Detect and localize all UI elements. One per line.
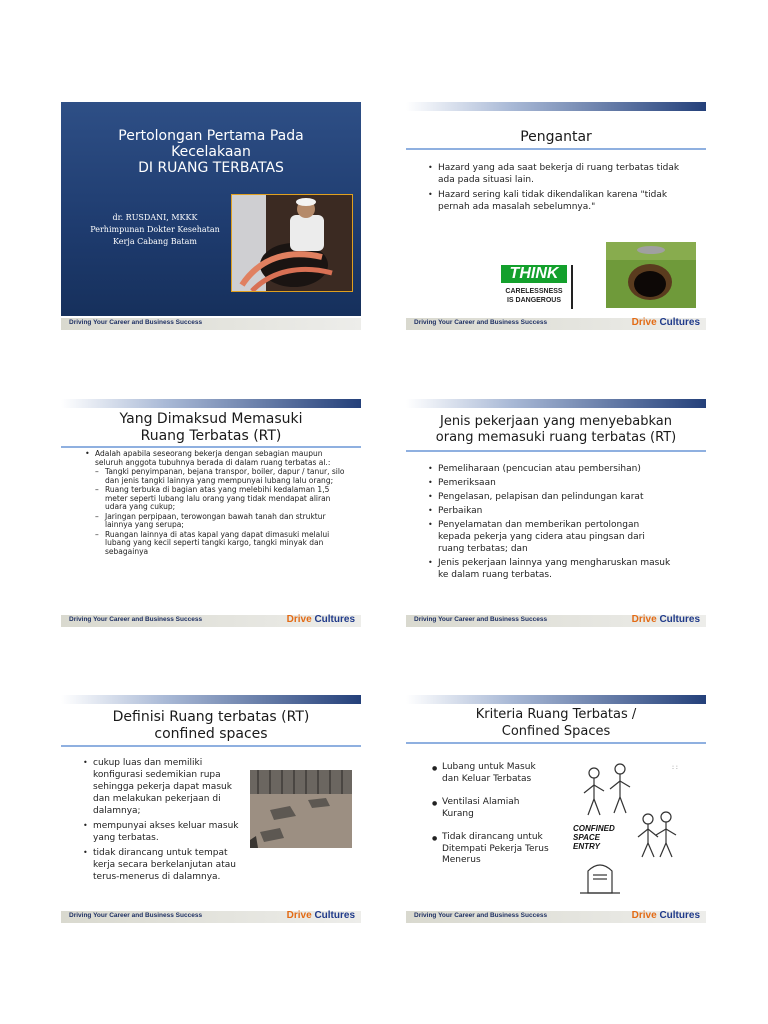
list-item: • Jenis pekerjaan lainnya yang mengharuskan masuk ke dalam ruang terbatas. [426,557,688,581]
slide-4-title: Jenis pekerjaan yang menyebabkan orang memasuki ruang terbatas (RT) [435,414,677,445]
slide-footer: Driving Your Career and Business Success Drive Cultures [406,911,706,923]
slide-footer: Driving Your Career and Business Success Drive Cultures [406,615,706,627]
svg-text:: :: : : [672,764,678,771]
slide-5-title: Definisi Ruang terbatas (RT) confined spaces [112,709,310,742]
list-item: • cukup luas dan memiliki konfigurasi sedemikian rupa sehingga pekerja dapat masuk dan melakukan pekerjaan di dalamnya; [81,757,239,817]
list-item: • mempunyai akses keluar masuk yang terbatas. [81,820,239,844]
list-item: • Adalah apabila seseorang bekerja dengan sebagian maupun seluruh anggota tubuhnya berada di dalam ruang terbatas al.: – Tangki penyimpanan, bejana transpor, boiler, dapur / tanur, silo dan jenis tangki lainnya yang mempunyai lubang lalu orang; – Ruang terbuka di bagian atas yang melebihi kedalaman 1,5 meter seperti lubang lalu orang yang tidak mendapat aliran udara yang cukup; – Jaringan perpipaan, terowongan bawah tanah dan struktur lainnya yang serupa; – Ruangan lainnya di atas kapal yang dapat dimasuki melalui lubang yang kecil seperti tangki kargo, tangki minyak dan sebagainya [83,450,345,556]
slide-footer: Driving Your Career and Business Success Drive Cultures [406,318,706,330]
slide-footer: Driving Your Career and Business Success Drive Cultures [61,615,361,627]
slide-6 [406,695,706,923]
slide-5 [61,695,361,923]
bullet-list [426,463,688,583]
title-underline [406,742,706,744]
title-underline [406,450,706,452]
slide-1-title: Pertolongan Pertama Pada Kecelakaan DI RUANG TERBATAS [118,128,304,176]
list-item: • Hazard yang ada saat bekerja di ruang terbatas tidak ada pada situasi lain. [426,162,686,186]
list-item: • Pemeliharaan (pencucian atau pembersihan) [426,463,688,475]
slide-2-title: Pengantar [520,129,592,145]
drive-cultures-logo: Drive Cultures [631,614,700,625]
bullet-list [83,450,345,559]
slide-3 [61,399,361,627]
sub-list-item: – Jaringan perpipaan, terowongan bawah tanah dan struktur lainnya yang serupa; [95,513,345,530]
title-underline [406,148,706,150]
slide-top-bar [406,695,706,704]
drive-cultures-logo: Drive Cultures [631,317,700,328]
slide-top-bar [406,399,706,408]
title-underline [61,446,361,448]
sub-list-item: – Tangki penyimpanan, bejana transpor, boiler, dapur / tanur, silo dan jenis tangki lainnya yang mempunyai lubang lalu orang; [95,468,345,485]
drive-cultures-logo: Drive Cultures [286,910,355,921]
open-manhole-photo [606,242,696,308]
drive-cultures-logo: Drive Cultures [631,910,700,921]
list-item: ● Ventilasi Alamiah Kurang [430,797,550,820]
bullet-list [426,162,686,216]
slide-2 [406,102,706,330]
slide-top-bar [61,695,361,704]
slide-3-title: Yang Dimaksud Memasuki Ruang Terbatas (RT) [119,411,303,444]
slide-footer: Driving Your Career and Business Success Drive Cultures [61,911,361,923]
think-sign: THINK CARELESSNESS IS DANGEROUS [501,265,573,309]
slide-4 [406,399,706,627]
list-item: • Perbaikan [426,505,688,517]
sub-list [95,468,345,556]
slide-1 [61,102,361,330]
sub-list-item: – Ruang terbuka di bagian atas yang melebihi kedalaman 1,5 meter seperti lubang lalu orang yang tidak mendapat aliran udara yang cukup; [95,486,345,512]
drive-cultures-logo: Drive Cultures [286,614,355,625]
list-item: • tidak dirancang untuk tempat kerja secara berkelanjutan atau terus-menerus di dalamnya. [81,847,239,883]
list-item: • Pemeriksaan [426,477,688,489]
confined-space-entry-label: CONFINED SPACE ENTRY [573,824,615,851]
slide-top-bar [406,102,706,111]
author-info: dr. RUSDANI, MKKK Perhimpunan Dokter Kesehatan Kerja Cabang Batam [90,213,220,246]
bullet-list [81,757,239,886]
list-item: • Hazard sering kali tidak dikendalikan karena "tidak pernah ada masalah sebelumnya." [426,189,686,213]
list-item: • Penyelamatan dan memberikan pertolongan kepada pekerja yang cidera atau pingsan dari ruang terbatas; dan [426,519,688,555]
slide-top-bar [61,399,361,408]
list-item: ● Tidak dirancang untuk Ditempati Pekerja Terus Menerus [430,832,550,867]
tank-hatches-photo [250,770,352,848]
slide-footer: Driving Your Career and Business Success [61,318,361,330]
title-underline [61,745,361,747]
sub-list-item: – Ruangan lainnya di atas kapal yang dapat dimasuki melalui lubang yang kecil seperti tangki kargo, tangki minyak dan sebagainya [95,531,345,557]
bullet-list [430,762,550,879]
list-item: • Pengelasan, pelapisan dan pelindungan karat [426,491,688,503]
list-item: ● Lubang untuk Masuk dan Keluar Terbatas [430,762,550,785]
worker-in-manhole-photo [231,194,353,292]
slide-6-title: Kriteria Ruang Terbatas / Confined Spaces [475,707,637,739]
